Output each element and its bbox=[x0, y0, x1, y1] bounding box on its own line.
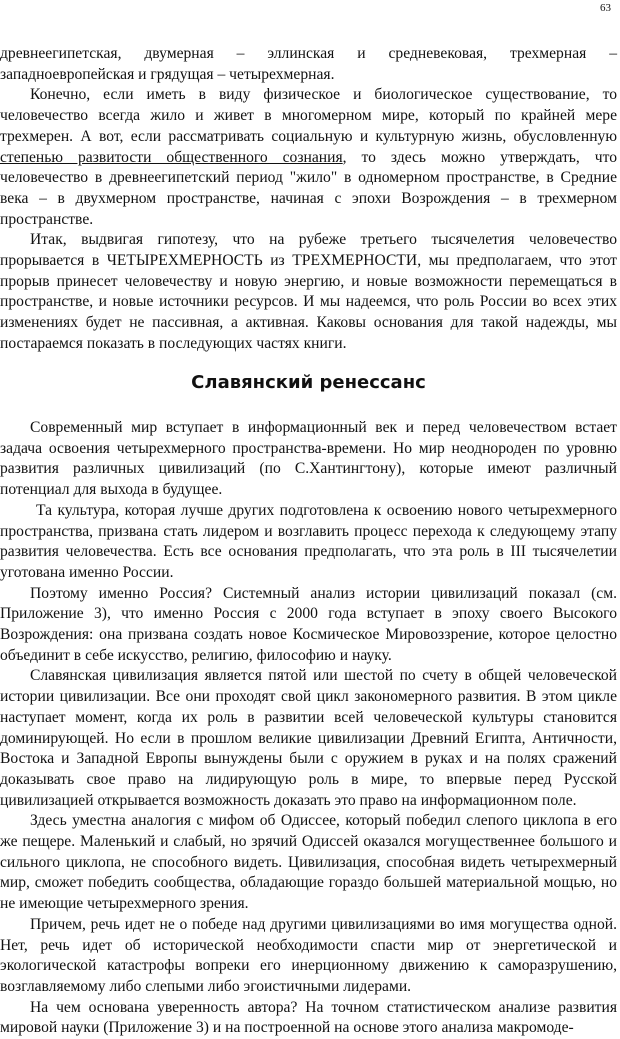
paragraph-author-confidence: На чем основана уверенность автора? На точном статистическом анализе развития мировой науки (Приложение 3) и на построенной на основе этого анализа макромоде- bbox=[0, 998, 617, 1037]
section-intro-text bbox=[0, 44, 617, 355]
paragraph-information-age: Современный мир вступает в информационный век и перед человечеством встает задача освоения четырехмерного пространства-времени. Но мир неоднороден по уровню развития различных цивилизаций (по С.Хантингтону), которые имеют различный потенциал для выхода в будущее. bbox=[0, 419, 617, 499]
paragraph-why-russia: Поэтому именно Россия? Системный анализ истории цивилизаций показал (см. Приложение 3), что именно Россия с 2000 года вступает в эпоху своего Высокого Возрождения: она призвана создать новое Космическое Мировоззрение, которое целостно объединит в себе искусство, религию, философию и науку. bbox=[0, 584, 617, 664]
paragraph-dimensions-cultures: древнеегипетская, двумерная – эллинская и средневековая, трехмерная – западноевропейская и грядущая – четырехмерная. bbox=[0, 45, 617, 83]
paragraph-historical-necessity: Причем, речь идет не о победе над другими цивилизациями во имя могущества одной. Нет, речь идет об исторической необходимости спасти мир от энергетической и экологической катастрофы вопреки его инерционному движению к саморазрушению, возглавляемому либо слепыми либо эгоистичными лидерами. bbox=[0, 915, 617, 995]
paragraph-text: , то здесь можно утверждать, что человечество в древнеегипетский период "жило" в одномерном пространстве, в Средние века – в двухмерном пространстве, начиная с эпохи Возрождения – в трехмерном пространстве. bbox=[0, 148, 618, 228]
paragraph-slavic-civilization: Славянская цивилизация является пятой или шестой по счету в общей человеческой истории цивилизации. Все они проходят свой цикл закономерного развития. В этом цикле наступает момент, когда их роль в развитии всей человеческой культуры становится доминирующей. Но если в прошлом великие цивилизации Древний Египта, Античности, Востока и Западной Европы вынуждены были с оружием в руках и на полях сражений доказывать свое право на лидирующую роль в мире, то впервые перед Русской цивилизацией открывается возможность доказать это право на информационном поле. bbox=[0, 667, 617, 809]
underlined-phrase: степенью развитости общественного сознания bbox=[0, 148, 343, 166]
page-number: 63 bbox=[600, 2, 611, 14]
section-slavic-renaissance-text bbox=[0, 418, 617, 1039]
paragraph-hypothesis: Итак, выдвигая гипотезу, что на рубеже третьего тысячелетия человечество прорывается в ЧЕТЫРЕХМЕРНОСТЬ из ТРЕХМЕРНОСТИ, мы предполагаем, что этот прорыв принесет человечеству и новую энергию, и новые возможности перемещаться в пространстве, и новые источники ресурсов. И мы надеемся, что роль России во всех этих изменениях будет не пассивная, а активная. Каковы основания для такой надежды, мы постараемся показать в последующих частях книги. bbox=[0, 231, 617, 352]
paragraph-odysseus-analogy: Здесь уместна аналогия с мифом об Одиссее, который победил слепого циклопа в его же пещере. Маленький и слабый, но зрячий Одиссей оказался могущественнее большого и сильного циклопа, не способного видеть. Цивилизация, способная видеть четырехмерный мир, сможет победить сообщества, обладающие гораздо большей материальной мощью, но не имеющие четырехмерного зрения. bbox=[0, 812, 617, 913]
paragraph-text: Конечно, если иметь в виду физическое и биологическое существование, то человечество всегда жило и живет в многомерном мире, который по крайней мере трехмерен. А вот, если рассматривать социальную и культурную жизнь, обусловленную bbox=[0, 86, 617, 145]
paragraph-multidimensional-world bbox=[0, 85, 617, 230]
section-heading: Славянский ренессанс bbox=[191, 372, 426, 393]
paragraph-leading-culture: Та культура, которая лучше других подготовлена к освоению нового четырехмерного пространства, призвана стать лидером и возглавить процесс перехода к следующему этапу развития человечества. Есть все основания предполагать, что эта роль в III тысячелетии уготована именно России. bbox=[0, 501, 617, 581]
